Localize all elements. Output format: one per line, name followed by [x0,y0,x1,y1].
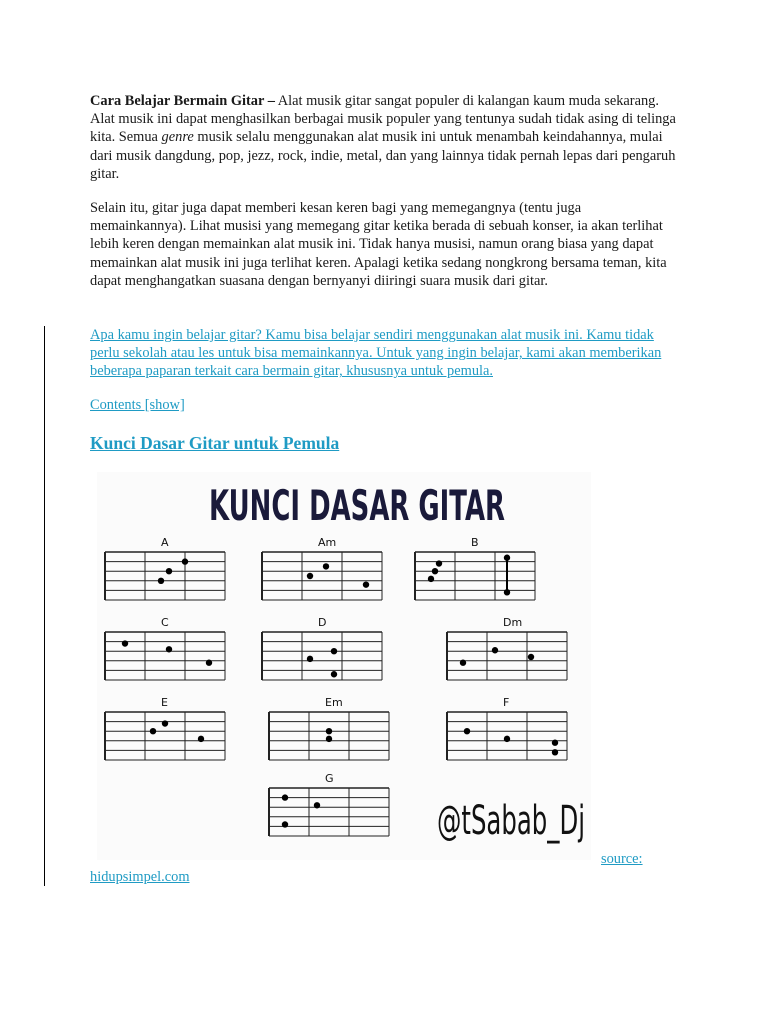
finger-dot [432,568,438,574]
chord-name-label: G [325,772,334,785]
chord-name-label: F [503,696,510,709]
finger-dot [166,568,172,574]
chord-name-label: Am [318,536,337,549]
section-heading-link[interactable]: Kunci Dasar Gitar untuk Pemula [90,433,340,453]
finger-dot [307,656,313,662]
source-link[interactable]: source: [601,851,643,867]
intro-genre-italic: genre [161,129,194,146]
finger-dot [323,563,329,569]
finger-dot [198,736,204,742]
intro-text-a: Alat musik gitar sangat populer di kalangan kaum muda sekarang. Alat musik ini dapat menghasilkan berbagai musik populer yang tentunya sudah tidak asing di telinga kita. Semua [90,93,676,146]
finger-dot [331,671,337,677]
finger-dot [150,728,156,734]
chord-chart-title: KUNCI DASAR GITAR [209,481,505,530]
finger-dot [428,576,434,582]
finger-dot [492,647,498,653]
finger-dot [326,728,332,734]
chord-name-label: Em [325,696,343,709]
finger-dot [464,728,470,734]
finger-dot [552,749,558,755]
finger-dot [166,646,172,652]
finger-dot [182,558,188,564]
intro-paragraph [90,92,676,183]
margin-change-bar [44,326,45,886]
finger-dot [314,802,320,808]
finger-dot [162,720,168,726]
chord-name-label: Dm [503,616,523,629]
finger-dot [528,654,534,660]
finger-dot [436,560,442,566]
finger-dot [158,578,164,584]
chord-name-label: C [161,616,169,629]
chord-name-label: A [161,536,169,549]
learn-guitar-link[interactable]: Apa kamu ingin belajar gitar? Kamu bisa belajar sendiri menggunakan alat musik ini. Kamu tidak perlu sekolah atau les untuk bisa memainkannya. Untuk yang ingin belajar, kami akan memberikan beberapa paparan terkait cara bermain gitar, khususnya untuk pemula. [90,327,662,380]
finger-dot [206,660,212,666]
finger-dot [363,581,369,587]
finger-dot [282,794,288,800]
source-site-link[interactable]: hidupsimpel.com [90,869,190,885]
chord-name-label: B [471,536,479,549]
finger-dot [552,740,558,746]
finger-dot [460,660,466,666]
intro-bold-title: Cara Belajar Bermain Gitar – [90,93,275,109]
finger-dot [326,736,332,742]
finger-dot [282,821,288,827]
contents-toggle-link[interactable]: Contents [show] [90,397,185,413]
second-paragraph: Selain itu, gitar juga dapat memberi kesan keren bagi yang memegangnya (tentu juga memainkannya). Lihat musisi yang memegang gitar ketika berada di sebuah konser, ia akan terlihat lebih keren dengan memainkan alat musik ini. Tidak hanya musisi, namun orang biasa yang dapat memainkan alat musik ini juga terlihat keren. Apalagi ketika sedang nongkrong bersama teman, kita dapat menghangatkan suasana dengan bernyanyi diiringi suara musik dari gitar. [90,200,667,289]
chord-name-label: E [161,696,168,709]
chord-name-label: D [318,616,327,629]
chord-chart-image [97,472,591,860]
chord-chart-signature: @tSabab_Dj [437,798,585,844]
finger-dot [504,736,510,742]
finger-dot [307,573,313,579]
finger-dot [331,648,337,654]
intro-text-b: musik selalu menggunakan alat musik ini untuk menambah keindahannya, mulai dari musik dangdung, pop, jezz, rock, indie, metal, dan yang lainnya tidak pernah lepas dari pengaruh gitar. [90,129,676,182]
finger-dot [122,640,128,646]
